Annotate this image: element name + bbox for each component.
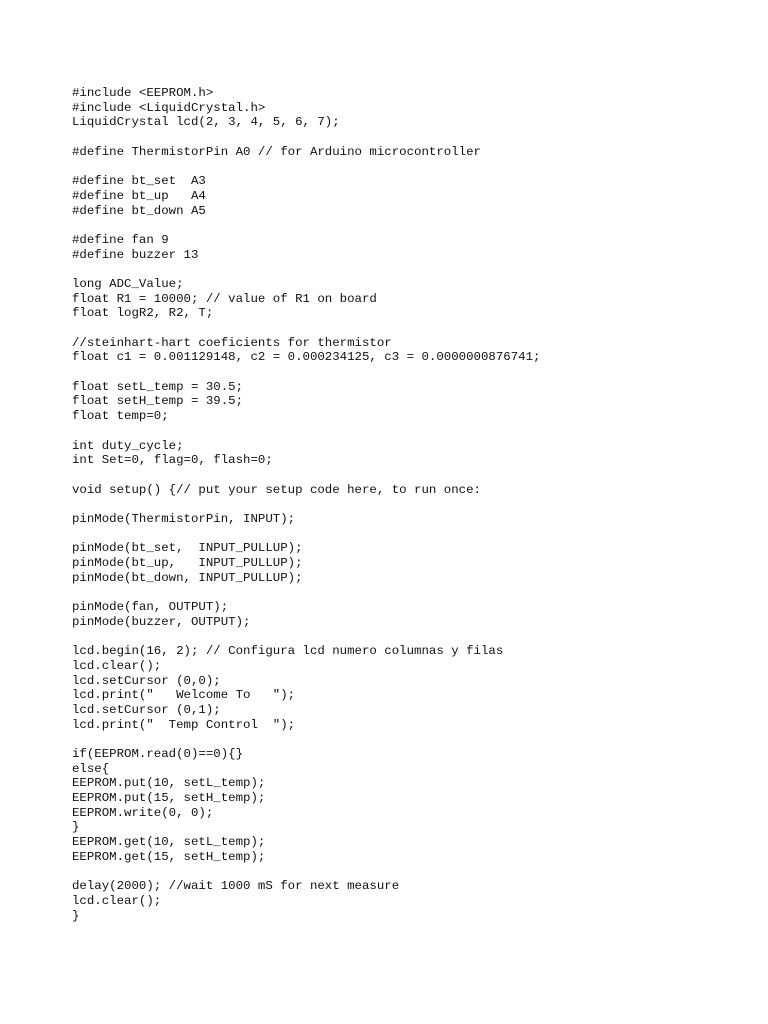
code-line: lcd.print(" Temp Control "); <box>72 717 296 732</box>
code-line: #define ThermistorPin A0 // for Arduino microcontroller <box>72 144 481 159</box>
blank-line <box>72 159 540 174</box>
code-block <box>72 86 540 923</box>
code-line: long ADC_Value; <box>72 276 184 291</box>
code-line: float R1 = 10000; // value of R1 on board <box>72 291 377 306</box>
code-line: if(EEPROM.read(0)==0){} <box>72 746 244 761</box>
code-line: pinMode(fan, OUTPUT); <box>72 600 229 615</box>
code-line: #define buzzer 13 <box>72 247 199 262</box>
code-line: #define bt_set A3 <box>72 174 206 189</box>
blank-line <box>72 365 540 380</box>
code-line: #define fan 9 <box>72 232 169 247</box>
code-line: EEPROM.put(15, setH_temp); <box>72 791 266 805</box>
blank-line <box>72 468 540 483</box>
code-line: delay(2000); //wait 1000 mS for next measure <box>72 879 400 894</box>
code-line: pinMode(bt_up, INPUT_PULLUP); <box>72 556 303 570</box>
blank-line <box>72 629 540 644</box>
code-line: float temp=0; <box>72 409 169 424</box>
code-line: pinMode(bt_set, INPUT_PULLUP); <box>72 541 303 556</box>
code-line: pinMode(buzzer, OUTPUT); <box>72 614 251 629</box>
code-line: lcd.setCursor (0,1); <box>72 702 221 717</box>
code-line: void setup() {// put your setup code here, to run once: <box>72 482 481 497</box>
blank-line <box>72 864 540 879</box>
code-line: #define bt_up A4 <box>72 188 206 203</box>
code-line: #include <EEPROM.h> <box>72 86 214 100</box>
code-line: lcd.clear(); <box>72 658 162 673</box>
code-line: LiquidCrystal lcd(2, 3, 4, 5, 6, 7); <box>72 115 340 130</box>
blank-line <box>72 218 540 233</box>
code-line: EEPROM.put(10, setL_temp); <box>72 776 266 791</box>
blank-line <box>72 527 540 542</box>
code-line: #define bt_down A5 <box>72 203 206 218</box>
blank-line <box>72 130 540 145</box>
code-line: lcd.clear(); <box>72 893 162 908</box>
blank-line <box>72 262 540 277</box>
blank-line <box>72 732 540 747</box>
code-line: //steinhart-hart coeficients for thermistor <box>72 335 392 350</box>
code-line: lcd.setCursor (0,0); <box>72 673 221 688</box>
code-line: EEPROM.get(15, setH_temp); <box>72 849 266 864</box>
code-line: EEPROM.write(0, 0); <box>72 805 214 820</box>
code-line: #include <LiquidCrystal.h> <box>72 100 266 115</box>
blank-line <box>72 585 540 600</box>
code-line: else{ <box>72 761 110 776</box>
code-line: float setL_temp = 30.5; <box>72 379 244 394</box>
blank-line <box>72 497 540 512</box>
code-line: int duty_cycle; <box>72 438 184 453</box>
code-line: int Set=0, flag=0, flash=0; <box>72 453 273 468</box>
code-line: float setH_temp = 39.5; <box>72 394 244 409</box>
code-line: float logR2, R2, T; <box>72 306 214 321</box>
code-line: lcd.print(" Welcome To "); <box>72 688 296 703</box>
code-line: pinMode(ThermistorPin, INPUT); <box>72 511 296 526</box>
code-line: pinMode(bt_down, INPUT_PULLUP); <box>72 570 303 585</box>
code-line: lcd.begin(16, 2); // Configura lcd numero columnas y filas <box>72 644 504 659</box>
code-line: } <box>72 820 80 835</box>
code-line: float c1 = 0.001129148, c2 = 0.000234125, c3 = 0.0000000876741; <box>72 350 541 365</box>
blank-line <box>72 321 540 336</box>
blank-line <box>72 424 540 439</box>
code-line: } <box>72 908 80 923</box>
code-line: EEPROM.get(10, setL_temp); <box>72 835 266 850</box>
